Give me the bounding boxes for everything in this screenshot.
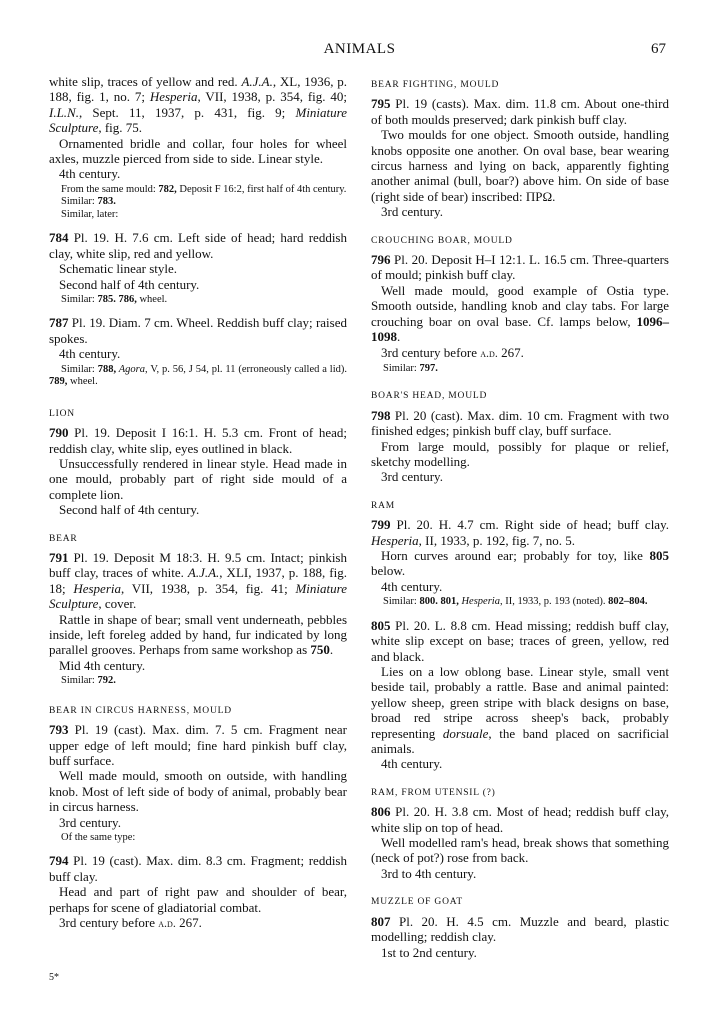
- entry-note: Similar: 797.: [383, 362, 438, 374]
- section-heading: RAM: [371, 500, 396, 511]
- entry-date: Second half of 4th century.: [59, 502, 200, 518]
- entry-description: Head and part of right paw and shoulder of bear, perhaps for scene of gladiatorial combat.: [49, 884, 347, 915]
- entry-791: [49, 550, 347, 688]
- running-title: ANIMALS: [323, 41, 396, 57]
- entry-text: 799 Pl. 20. H. 4.7 cm. Right side of head; buff clay. Hesperia, II, 1933, p. 192, fig. 7, no. 5.: [371, 517, 669, 548]
- entry-date: 3rd century.: [59, 814, 121, 830]
- page-number: 67: [651, 41, 666, 57]
- entry-description: Lies on a low oblong base. Linear style, small vent beside tail, probably a rattle. Base and animal painted: yellow sheep, green stripe with black designs on base, broad red stripe across sheep's back, probably representing dorsuale, the band placed on sacrificial animals.: [371, 664, 669, 757]
- entry-date: 1st to 2nd century.: [381, 944, 477, 960]
- section-heading: BEAR: [49, 533, 78, 544]
- section-heading: BEAR IN CIRCUS HARNESS, MOULD: [49, 705, 232, 716]
- entry-description: Ornamented bridle and collar, four holes for wheel axles, muzzle pierced from side to side. Linear style.: [49, 135, 347, 167]
- entry-text: 796 Pl. 20. Deposit H–I 12:1. L. 16.5 cm. Three-quarters of mould; pinkish buff clay.: [371, 252, 669, 283]
- section-heading: BEAR FIGHTING, MOULD: [371, 80, 500, 90]
- section-heading: CROUCHING BOAR, MOULD: [371, 235, 513, 246]
- entry-787: [49, 315, 347, 388]
- page-header: [0, 41, 719, 63]
- entry-note: Similar: 792.: [61, 675, 116, 687]
- entry-note: Similar, later:: [61, 208, 119, 220]
- entry-text: 787 Pl. 19. Diam. 7 cm. Wheel. Reddish buff clay; raised spokes.: [49, 315, 347, 346]
- section-heading: RAM, FROM UTENSIL (?): [371, 787, 496, 798]
- entry-date: 3rd to 4th century.: [381, 865, 477, 881]
- entry-796: [371, 252, 669, 375]
- entry-text: 806 Pl. 20. H. 3.8 cm. Most of head; reddish buff clay, white slip on top of head.: [371, 804, 669, 835]
- entry-date: 3rd century before a.d. 267.: [59, 915, 202, 931]
- entry-807: [371, 914, 669, 960]
- entry-note: From the same mould: 782, Deposit F 16:2, first half of 4th century.: [61, 183, 347, 195]
- entry-description: Well made mould, smooth on outside, with handling knob. Most of left side of body of animal, probably bear in circus harness.: [49, 768, 347, 815]
- entry-text: 807 Pl. 20. H. 4.5 cm. Muzzle and beard, plastic modelling; reddish clay.: [371, 913, 669, 945]
- entry-790: [49, 425, 347, 517]
- entry-784: [49, 230, 347, 306]
- catalogue-number: 790: [49, 425, 69, 441]
- entry-note: Similar: 800. 801, Hesperia, II, 1933, p. 193 (noted). 802–804.: [383, 596, 648, 608]
- catalogue-number: 795: [371, 96, 391, 112]
- entry-note: Similar: 785. 786, wheel.: [61, 293, 168, 305]
- catalogue-number: 799: [371, 517, 391, 533]
- section-heading: MUZZLE OF GOAT: [371, 897, 463, 908]
- entry-805: [371, 618, 669, 772]
- entry-text: 791 Pl. 19. Deposit M 18:3. H. 9.5 cm. Intact; pinkish buff clay, traces of white. A.J.A., XLI, 1937, p. 188, fig. 18; Hesperia, VII, 1938, p. 354, fig. 41; Miniature Sculpture, cover.: [49, 549, 347, 612]
- entry-text: 793 Pl. 19 (cast). Max. dim. 7. 5 cm. Fragment near upper edge of left mould; fine hard pinkish buff clay, buff surface.: [49, 722, 347, 768]
- entry-note: Similar: 788, Agora, V, p. 56, J 54, pl. 11 (erroneously called a lid). 789, wheel.: [49, 363, 347, 388]
- entry-text: 784 Pl. 19. H. 7.6 cm. Left side of head; hard reddish clay, white slip, red and yellow.: [49, 230, 347, 261]
- catalogue-number: 806: [371, 804, 391, 820]
- entry-description: Well modelled ram's head, break shows that something (neck of pot?) rose from back.: [371, 835, 669, 866]
- right-column: [371, 74, 669, 960]
- catalogue-number: 793: [49, 722, 69, 738]
- left-column: [49, 74, 347, 931]
- catalogue-number: 805: [371, 617, 391, 633]
- entry-806: [371, 804, 669, 881]
- entry-description: Rattle in shape of bear; small vent underneath, pebbles inside, left foreleg added by hand, fur indicated by long parallel grooves. Perhaps from same workshop as 750.: [49, 611, 347, 658]
- entry-note: Of the same type:: [61, 831, 136, 843]
- entry-text: 795 Pl. 19 (casts). Max. dim. 11.8 cm. About one-third of both moulds preserved; dark pinkish buff clay.: [371, 96, 669, 127]
- entry-date: 4th century.: [381, 756, 443, 772]
- catalogue-number: 784: [49, 230, 69, 246]
- signature-mark: 5*: [49, 972, 59, 983]
- entry-date: 3rd century before a.d. 267.: [381, 344, 524, 360]
- entry-date: 4th century.: [59, 346, 121, 362]
- section-heading: BOAR'S HEAD, MOULD: [371, 391, 488, 402]
- entry-text: white slip, traces of yellow and red. A.J.A., XL, 1936, p. 188, fig. 1, no. 7; Hesperia, VII, 1938, p. 354, fig. 40; I.L.N., Sept. 11, 1937, p. 431, fig. 9; Miniature Sculpture, fig. 75.: [49, 74, 347, 136]
- catalogue-number: 794: [49, 853, 69, 869]
- section-heading: LION: [49, 408, 75, 419]
- catalogue-number: 798: [371, 407, 391, 423]
- entry-description: Well made mould, good example of Ostia type. Smooth outside, handling knob and clay tabs. For large crouching boar on oval base. Cf. lamps below, 1096–1098.: [371, 282, 669, 345]
- entry-799: [371, 517, 669, 609]
- entry-description: Two moulds for one object. Smooth outside, handling knobs opposite one another. On oval base, bear wearing circus harness and lying on back, apparently fighting another animal (bull, boar?) above him. On side of base (right side of bear) inscribed: ΠΡΩ.: [371, 127, 669, 204]
- entry-date: 4th century.: [381, 578, 443, 594]
- entry-description: Unsuccessfully rendered in linear style. Head made in one mould, probably part of right side mould of a complete lion.: [49, 455, 347, 502]
- entry-793: [49, 722, 347, 844]
- entry-description: Schematic linear style.: [59, 261, 178, 277]
- catalogue-number: 796: [371, 252, 391, 268]
- entry-798: [371, 408, 669, 485]
- entry-date: 4th century.: [59, 166, 121, 182]
- entry-794: [49, 853, 347, 931]
- entry-continued: [49, 74, 347, 221]
- entry-date: 3rd century.: [381, 469, 443, 485]
- entry-text: 798 Pl. 20 (cast). Max. dim. 10 cm. Fragment with two finished edges; pinkish buff clay, buff surface.: [371, 407, 669, 439]
- entry-795: [371, 96, 669, 219]
- catalogue-number: 807: [371, 913, 391, 929]
- entry-date: 3rd century.: [381, 204, 443, 220]
- catalogue-number: 787: [49, 315, 69, 331]
- catalogue-number: 791: [49, 549, 69, 565]
- entry-description: From large mould, possibly for plaque or relief, sketchy modelling.: [371, 438, 669, 470]
- entry-description: Horn curves around ear; probably for toy, like 805 below.: [371, 548, 669, 579]
- entry-date: Mid 4th century.: [59, 657, 146, 673]
- entry-text: 805 Pl. 20. L. 8.8 cm. Head missing; reddish buff clay, white slip except on base; traces of green, yellow, red and black.: [371, 617, 669, 664]
- entry-text: 790 Pl. 19. Deposit I 16:1. H. 5.3 cm. Front of head; reddish clay, white slip, eyes outlined in black.: [49, 425, 347, 456]
- entry-note: Similar: 783.: [61, 196, 116, 208]
- entry-date: Second half of 4th century.: [59, 276, 200, 292]
- entry-text: 794 Pl. 19 (cast). Max. dim. 8.3 cm. Fragment; reddish buff clay.: [49, 853, 347, 884]
